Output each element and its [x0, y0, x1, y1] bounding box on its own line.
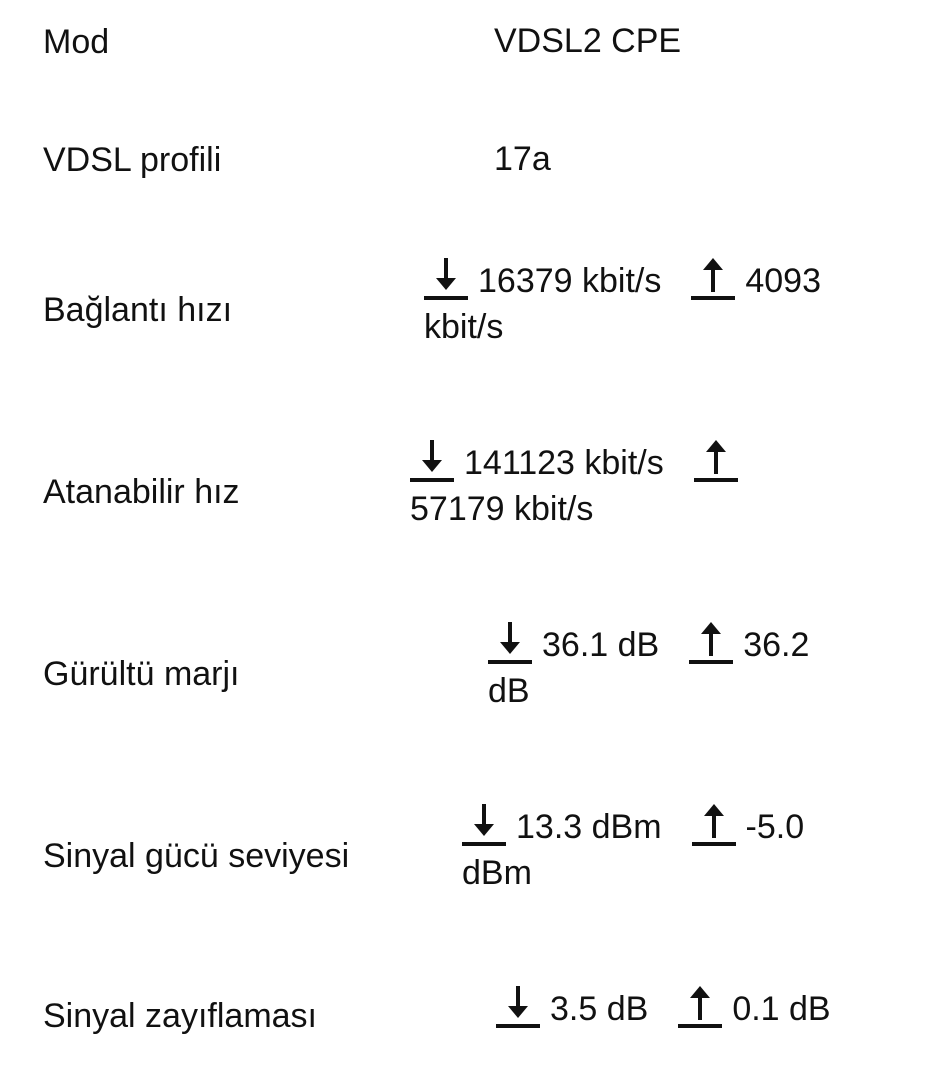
signal-power-up-unit: dBm: [462, 854, 532, 892]
download-arrow-icon: [488, 622, 532, 668]
connection-speed-up-unit: kbit/s: [424, 308, 504, 346]
label-mod: Mod: [43, 23, 110, 61]
attenuation-up: 0.1 dB: [732, 990, 831, 1028]
value-attenuation: [496, 986, 831, 1032]
attainable-speed-up: 57179 kbit/s: [410, 490, 594, 528]
label-attenuation: Sinyal zayıflaması: [43, 997, 317, 1035]
label-attainable-speed: Atanabilir hız: [43, 473, 240, 511]
label-connection-speed: Bağlantı hızı: [43, 291, 233, 329]
download-arrow-icon: [496, 986, 540, 1032]
upload-arrow-icon: [694, 440, 738, 486]
download-arrow-icon: [410, 440, 454, 486]
download-arrow-icon: [424, 258, 468, 304]
label-signal-power: Sinyal gücü seviyesi: [43, 837, 350, 875]
noise-margin-up: 36.2: [743, 626, 810, 664]
noise-margin-up-unit: dB: [488, 672, 530, 710]
upload-arrow-icon: [692, 804, 736, 850]
value-connection-speed: [424, 258, 821, 350]
connection-speed-down: 16379 kbit/s: [478, 262, 662, 300]
label-vdsl-profile: VDSL profili: [43, 141, 222, 179]
download-arrow-icon: [462, 804, 506, 850]
upload-arrow-icon: [691, 258, 735, 304]
upload-arrow-icon: [678, 986, 722, 1032]
value-signal-power: [462, 804, 804, 896]
connection-speed-up: 4093: [745, 262, 821, 300]
upload-arrow-icon: [689, 622, 733, 668]
attainable-speed-down: 141123 kbit/s: [464, 444, 664, 482]
value-attainable-speed: [410, 440, 738, 532]
signal-power-up: -5.0: [745, 808, 805, 846]
attenuation-down: 3.5 dB: [550, 990, 649, 1028]
value-vdsl-profile: 17a: [494, 140, 551, 178]
noise-margin-down: 36.1 dB: [542, 626, 660, 664]
signal-power-down: 13.3 dBm: [516, 808, 662, 846]
value-mod: VDSL2 CPE: [494, 22, 682, 60]
value-noise-margin: [488, 622, 809, 714]
label-noise-margin: Gürültü marjı: [43, 655, 240, 693]
